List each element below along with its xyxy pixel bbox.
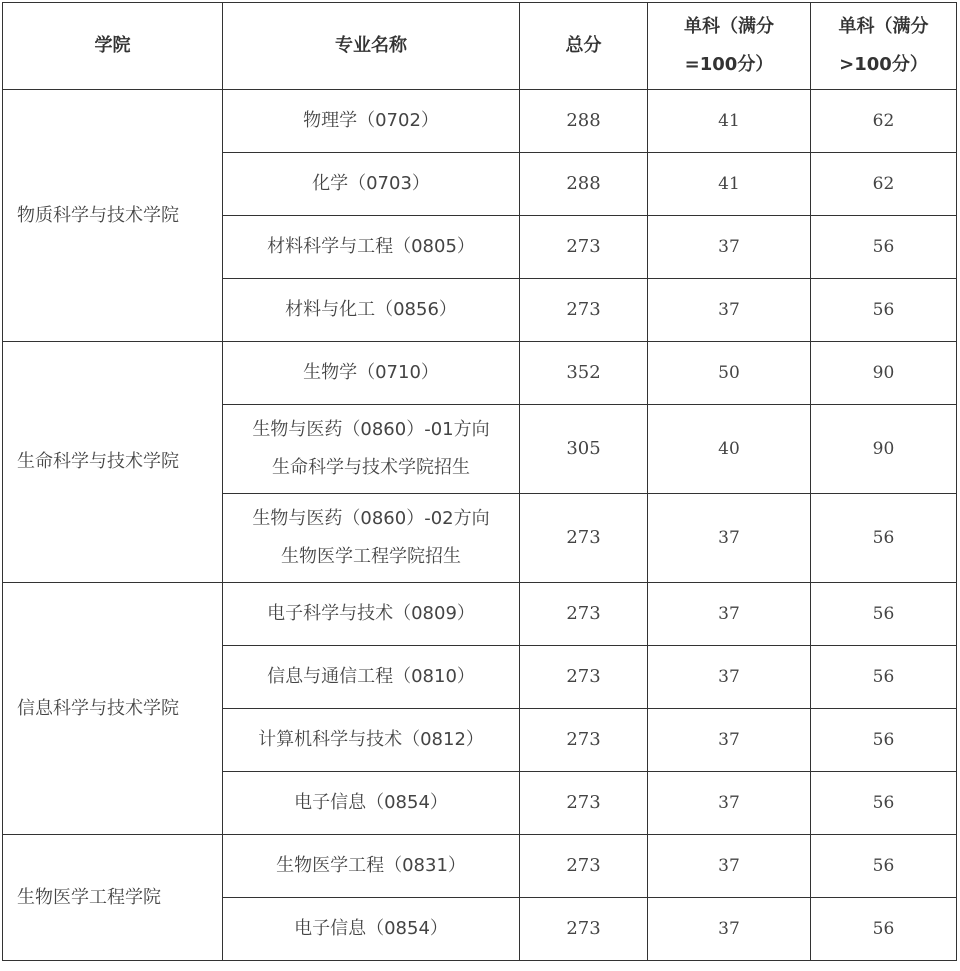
single-100-cell: 37 <box>648 835 811 898</box>
major-name-line: 材料科学与工程（0805） <box>267 236 475 257</box>
single-100-cell: 37 <box>648 646 811 709</box>
major-name-line: 电子信息（0854） <box>294 792 448 813</box>
single-over-100-cell: 56 <box>811 709 957 772</box>
score-table <box>2 2 957 961</box>
major-cell <box>223 342 520 405</box>
single-over-100-cell: 90 <box>811 342 957 405</box>
single-over-100-cell: 56 <box>811 583 957 646</box>
total-score-cell: 288 <box>520 90 648 153</box>
table-row <box>3 342 957 405</box>
major-cell <box>223 835 520 898</box>
major-name-line: 电子信息（0854） <box>294 918 448 939</box>
major-name-line: 生物与医药（0860）-02方向 <box>252 508 490 529</box>
single-100-cell: 41 <box>648 153 811 216</box>
single-100-cell: 37 <box>648 898 811 961</box>
total-score-cell: 273 <box>520 583 648 646</box>
major-name-line: 物理学（0702） <box>303 110 439 131</box>
header-single-over-100-line1: 单科（满分 <box>838 16 929 37</box>
total-score-cell: 305 <box>520 405 648 494</box>
major-name-line: 信息与通信工程（0810） <box>267 666 475 687</box>
major-cell <box>223 772 520 835</box>
table-row <box>3 583 957 646</box>
single-over-100-cell: 56 <box>811 279 957 342</box>
major-cell <box>223 709 520 772</box>
header-single-over-100 <box>811 3 957 90</box>
college-cell: 信息科学与技术学院 <box>3 583 223 835</box>
total-score-cell: 273 <box>520 835 648 898</box>
total-score-cell: 273 <box>520 279 648 342</box>
major-name-line: 生物医学工程（0831） <box>276 855 466 876</box>
total-score-cell: 273 <box>520 494 648 583</box>
major-cell <box>223 279 520 342</box>
single-over-100-cell: 56 <box>811 835 957 898</box>
single-over-100-cell: 56 <box>811 216 957 279</box>
single-100-cell: 41 <box>648 90 811 153</box>
major-name-line: 电子科学与技术（0809） <box>267 603 475 624</box>
major-cell <box>223 494 520 583</box>
total-score-cell: 273 <box>520 646 648 709</box>
single-over-100-cell: 62 <box>811 153 957 216</box>
header-row <box>3 3 957 90</box>
single-100-cell: 50 <box>648 342 811 405</box>
single-over-100-cell: 56 <box>811 646 957 709</box>
table-row <box>3 90 957 153</box>
college-cell: 生命科学与技术学院 <box>3 342 223 583</box>
single-100-cell: 37 <box>648 583 811 646</box>
header-major: 专业名称 <box>223 3 520 90</box>
major-name-line: 材料与化工（0856） <box>285 299 457 320</box>
college-cell: 物质科学与技术学院 <box>3 90 223 342</box>
single-over-100-cell: 62 <box>811 90 957 153</box>
major-cell <box>223 153 520 216</box>
major-cell <box>223 583 520 646</box>
single-100-cell: 37 <box>648 216 811 279</box>
single-100-cell: 37 <box>648 279 811 342</box>
major-name-line: 生物与医药（0860）-01方向 <box>252 419 490 440</box>
single-100-cell: 37 <box>648 709 811 772</box>
total-score-cell: 273 <box>520 709 648 772</box>
major-cell <box>223 90 520 153</box>
header-total: 总分 <box>520 3 648 90</box>
major-name-line: 生物医学工程学院招生 <box>281 546 461 567</box>
major-name-line: 化学（0703） <box>312 173 430 194</box>
single-100-cell: 37 <box>648 772 811 835</box>
total-score-cell: 273 <box>520 216 648 279</box>
major-name-line: 生物学（0710） <box>303 362 439 383</box>
total-score-cell: 288 <box>520 153 648 216</box>
single-over-100-cell: 56 <box>811 898 957 961</box>
header-single-100-line1: 单科（满分 <box>684 16 774 37</box>
table-body <box>3 90 957 961</box>
major-cell <box>223 405 520 494</box>
single-100-cell: 37 <box>648 494 811 583</box>
single-over-100-cell: 56 <box>811 772 957 835</box>
table-row <box>3 835 957 898</box>
header-single-100 <box>648 3 811 90</box>
major-cell <box>223 216 520 279</box>
header-single-100-line2: =100分） <box>684 54 774 75</box>
single-over-100-cell: 56 <box>811 494 957 583</box>
header-college: 学院 <box>3 3 223 90</box>
major-name-line: 生命科学与技术学院招生 <box>272 457 470 478</box>
total-score-cell: 273 <box>520 772 648 835</box>
single-over-100-cell: 90 <box>811 405 957 494</box>
total-score-cell: 352 <box>520 342 648 405</box>
single-100-cell: 40 <box>648 405 811 494</box>
total-score-cell: 273 <box>520 898 648 961</box>
major-cell <box>223 898 520 961</box>
college-cell: 生物医学工程学院 <box>3 835 223 961</box>
major-cell <box>223 646 520 709</box>
major-name-line: 计算机科学与技术（0812） <box>258 729 484 750</box>
header-single-over-100-line2: >100分） <box>839 54 928 75</box>
